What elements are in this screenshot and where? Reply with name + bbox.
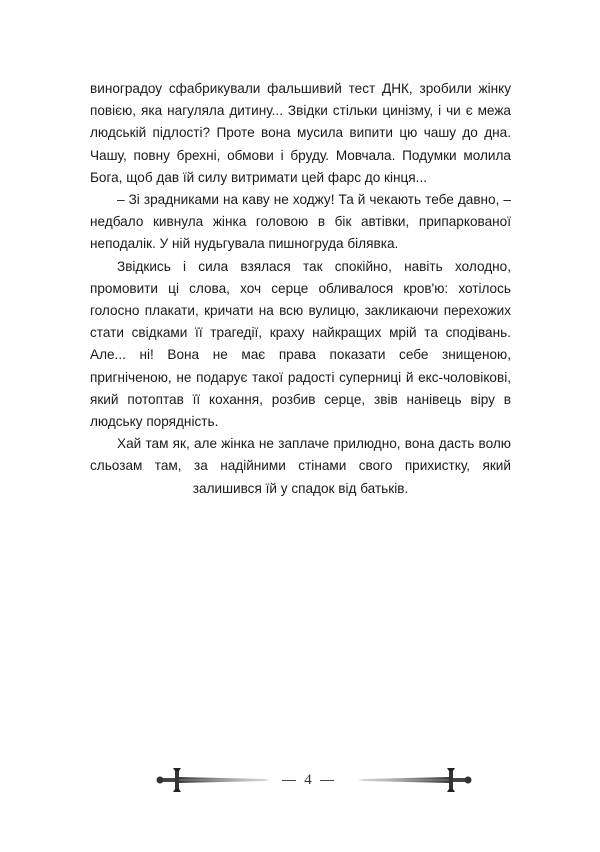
page-footer	[0, 760, 600, 800]
page-number: 4	[304, 771, 312, 788]
page-number-area	[270, 768, 346, 792]
paragraph-4: Хай там як, але жінка не заплаче прилюдно, вона дасть волю сльозам там, за надійними стінами свого прихистку, який залишився їй у спадок від батьків.	[90, 436, 511, 496]
paragraph-3: Звідкись і сила взялася так спокійно, навіть холодно, промовити ці слова, хоч серце обливалося кров'ю: хотілось голосно плакати, кричати на всю вулицю, закликаючи перехожих стати свідками її трагедії, краху найкращих мрій та сподівань. Але... ні! Вона не має права показати себе знищеною, пригніченою, не подарує такої радості суперниці й екс-чоловікові, який потоптав її кохання, розбив серце, звів нанівець віру в людську порядність.	[90, 258, 511, 430]
paragraph-1: виноградоу сфабрикували фальшивий тест ДНК, зробили жінку повією, яка нагуляла дитину... Звідки стільки цинізму, і чи є межа людській підлості? Проте вона мусила випити цю чашу до дна. Чашу, повну брехні, обмови і бруду. Мовчала. Подумки молила Бога, щоб дав їй силу витримати цей фарс до кінця...	[90, 81, 511, 185]
sword-icon	[155, 766, 273, 794]
sword-icon	[355, 766, 473, 794]
dash-right	[320, 780, 334, 781]
body-text	[90, 78, 511, 500]
dash-left	[282, 780, 296, 781]
paragraph-2: – Зі зрадниками на каву не ходжу! Та й чекають тебе давно, – недбало кивнула жінка головою в бік автівки, припаркованої неподалік. У ній нудьгувала пишногруда білявка.	[90, 192, 511, 252]
